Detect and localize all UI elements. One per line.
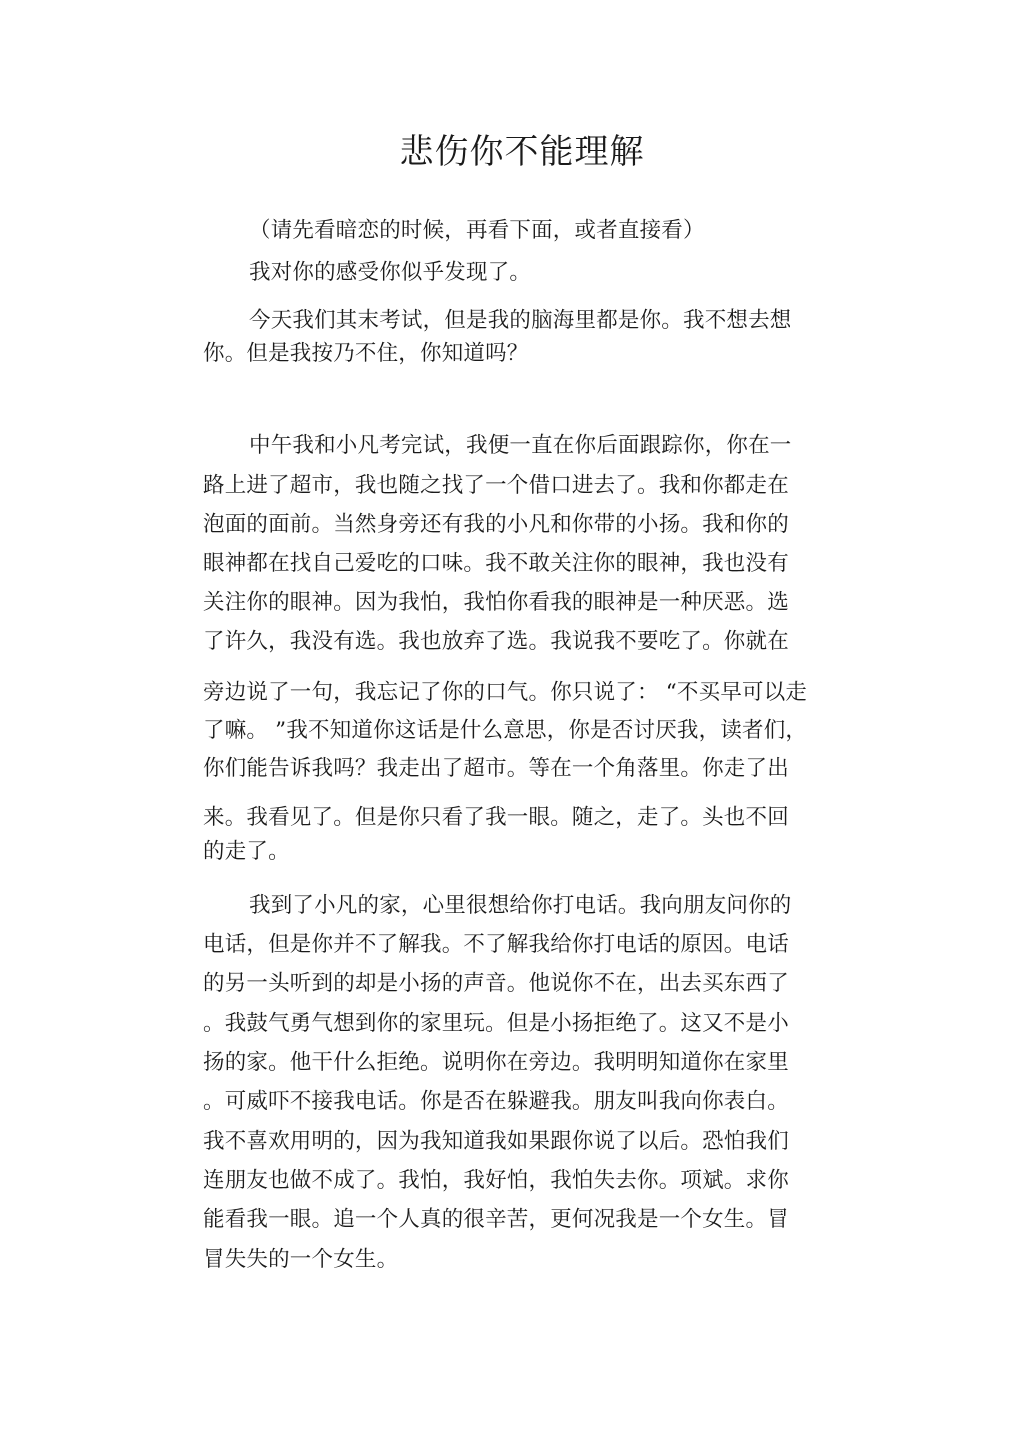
text-line: 冒失失的一个女生。 [203, 1247, 399, 1272]
text-line: 今天我们其末考试，但是我的脑海里都是你。我不想去想 [249, 308, 792, 333]
text-line: 关注你的眼神。因为我怕，我怕你看我的眼神是一种厌恶。选 [203, 590, 789, 615]
text-line: 旁边说了一句，我忘记了你的口气。你只说了： “不买早可以走 [203, 680, 808, 705]
text-line: 连朋友也做不成了。我怕，我好怕，我怕失去你。项斌。求你 [203, 1168, 789, 1193]
text-line: 你们能告诉我吗？我走出了超市。等在一个角落里。你走了出 [203, 756, 789, 781]
text-line: 泡面的面前。当然身旁还有我的小凡和你带的小扬。我和你的 [203, 512, 789, 537]
text-line: 了嘛。 ”我不知道你这话是什么意思，你是否讨厌我，读者们， [203, 718, 808, 743]
text-line: 你。但是我按乃不住，你知道吗？ [203, 341, 529, 366]
text-line: 我到了小凡的家，心里很想给你打电话。我向朋友问你的 [249, 893, 792, 918]
text-line: 来。我看见了。但是你只看了我一眼。随之，走了。头也不回 [203, 805, 789, 830]
text-line: 扬的家。他干什么拒绝。说明你在旁边。我明明知道你在家里 [203, 1050, 789, 1075]
text-line: 我对你的感受你似乎发现了。 [249, 260, 532, 285]
text-line: 了许久，我没有选。我也放弃了选。我说我不要吃了。你就在 [203, 629, 789, 654]
text-line: 的走了。 [203, 839, 290, 864]
text-line: 。我鼓气勇气想到你的家里玩。但是小扬拒绝了。这又不是小 [203, 1011, 789, 1036]
text-line: 。可威吓不接我电话。你是否在躲避我。朋友叫我向你表白。 [203, 1089, 789, 1114]
text-line: 眼神都在找自己爱吃的口味。我不敢关注你的眼神，我也没有 [203, 551, 789, 576]
text-line: （请先看暗恋的时候，再看下面，或者直接看） [249, 218, 705, 243]
text-line: 我不喜欢用明的，因为我知道我如果跟你说了以后。恐怕我们 [203, 1129, 789, 1154]
text-line: 路上进了超市，我也随之找了一个借口进去了。我和你都走在 [203, 473, 789, 498]
text-line: 能看我一眼。追一个人真的很辛苦，更何况我是一个女生。冒 [203, 1207, 789, 1232]
text-line: 中午我和小凡考完试，我便一直在你后面跟踪你，你在一 [249, 433, 792, 458]
text-line: 的另一头听到的却是小扬的声音。他说你不在，出去买东西了 [203, 971, 789, 996]
document-title: 悲伤你不能理解 [399, 132, 645, 172]
text-line: 电话，但是你并不了解我。不了解我给你打电话的原因。电话 [203, 932, 789, 957]
